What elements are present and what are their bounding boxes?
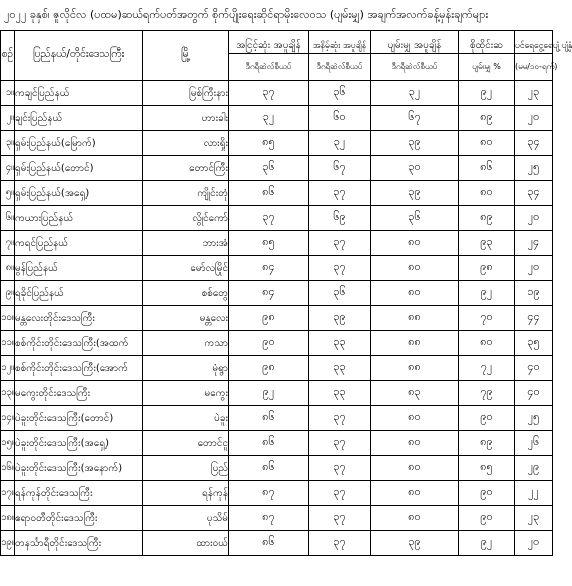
row-region: ရှမ်းပြည်နယ်(မြောက်) xyxy=(15,131,143,156)
unit-humidity: ပျမ်းမျှ % xyxy=(459,54,515,81)
table-row xyxy=(1,281,553,306)
table-row xyxy=(1,206,553,231)
row-region: ချင်းပြည်နယ် xyxy=(15,106,143,131)
header-min-temp: အငြင့်ဆုံး အပူချိန် xyxy=(229,31,309,54)
row-city: ဘားအံ xyxy=(143,231,229,256)
row-evap: ၂၆ xyxy=(515,431,553,456)
row-city: ကျိုင်းတုံ xyxy=(143,181,229,206)
row-min-temp: ၈၅ xyxy=(229,131,309,156)
row-sn: ၈။ xyxy=(1,256,15,281)
row-avg-temp: ၈၀ xyxy=(371,281,459,306)
row-avg-temp: ၃၉ xyxy=(371,181,459,206)
row-min-temp: ၉၈ xyxy=(229,356,309,381)
row-sn: ၇။ xyxy=(1,231,15,256)
row-min-temp: ၉၂ xyxy=(229,381,309,406)
row-max-temp: ၃၂ xyxy=(309,131,371,156)
row-region: စစ်ကိုင်းတိုင်းဒေသကြီး(အထက် xyxy=(15,331,143,356)
row-max-temp: ၃၆ xyxy=(309,281,371,306)
row-evap: ၄၄ xyxy=(515,306,553,331)
row-region: ရန်ကုန်တိုင်းဒေသကြီး xyxy=(15,481,143,506)
row-city: လားရှိုး xyxy=(143,131,229,156)
row-humidity: ၉၃ xyxy=(459,231,515,256)
row-evap: ၂၂ xyxy=(515,481,553,506)
row-avg-temp: ၈၀ xyxy=(371,256,459,281)
header-humidity: စိုထိုင်းဆ xyxy=(459,31,515,54)
row-sn: ၁၁။ xyxy=(1,331,15,356)
row-avg-temp: ၆၇ xyxy=(371,106,459,131)
row-sn: ၁၀။ xyxy=(1,306,15,331)
row-min-temp: ၈၆ xyxy=(229,406,309,431)
row-max-temp: ၃၇ xyxy=(309,231,371,256)
row-sn: ၁၈။ xyxy=(1,506,15,531)
row-max-temp: ၃၃ xyxy=(309,331,371,356)
row-city: တောင်ငူ xyxy=(143,431,229,456)
row-city: ထားဝယ် xyxy=(143,531,229,556)
row-city: ကသာ xyxy=(143,331,229,356)
row-sn: ၁၂။ xyxy=(1,356,15,381)
row-avg-temp: ၈၀ xyxy=(371,481,459,506)
row-avg-temp: ၈၃ xyxy=(371,381,459,406)
table-row xyxy=(1,156,553,181)
row-humidity: ၈၉ xyxy=(459,106,515,131)
header-sn: စဉ် xyxy=(1,31,15,81)
row-region: မန္တလေးတိုင်းဒေသကြီး xyxy=(15,306,143,331)
row-min-temp: ၃၂ xyxy=(229,106,309,131)
page-title: ၂၀၂၂ ခုနှစ်၊ ဇူလိုင်လ (ပထမ)ဆယ်ရက်ပတ်အတွက် စိုက်ပျိုးရေးဆိုင်ရာမိုးလေဝသ (ပျမ်းမျှ) အချက်အလက်ခန့်မှန်းချက်များ xyxy=(4,8,489,21)
row-sn: ၃။ xyxy=(1,131,15,156)
row-sn: ၁၃။ xyxy=(1,381,15,406)
row-avg-temp: ၈၀ xyxy=(371,506,459,531)
table-row xyxy=(1,81,553,106)
row-region: စစ်ကိုင်းတိုင်းဒေသကြီး(အောက် xyxy=(15,356,143,381)
row-city: ရန်ကုန် xyxy=(143,481,229,506)
row-avg-temp: ၈၈ xyxy=(371,356,459,381)
row-min-temp: ၃၇ xyxy=(229,81,309,106)
row-min-temp: ၈၇ xyxy=(229,506,309,531)
table-row xyxy=(1,406,553,431)
row-city: စစ်တွေ xyxy=(143,281,229,306)
unit-max-temp: ဒီဂရီဆဲလ်စီယပ် xyxy=(309,54,371,81)
row-humidity: ၈၉ xyxy=(459,431,515,456)
unit-evap: (မမ/၁၀-ရက်) xyxy=(515,54,553,81)
row-min-temp: ၉၈ xyxy=(229,306,309,331)
row-city: လွိုင်ကော် xyxy=(143,206,229,231)
row-avg-temp: ၈၈ xyxy=(371,331,459,356)
row-min-temp: ၈၄ xyxy=(229,281,309,306)
row-min-temp: ၈၇ xyxy=(229,481,309,506)
header-avg-temp: ပျမ်းမျှ အပူချိန် xyxy=(371,31,459,54)
row-region: ဧရာဝတီတိုင်းဒေသကြီး xyxy=(15,506,143,531)
row-avg-temp: ၈၀ xyxy=(371,406,459,431)
row-max-temp: ၆၇ xyxy=(309,156,371,181)
forecast-table xyxy=(0,30,572,556)
row-humidity: ၈၆ xyxy=(459,156,515,181)
row-evap: ၄၀ xyxy=(515,381,553,406)
header-region: ပြည်နယ်/တိုင်းဒေသကြီး xyxy=(15,31,143,81)
row-avg-temp: ၃၉ xyxy=(371,131,459,156)
table-row xyxy=(1,306,553,331)
row-region: ပဲခူးတိုင်းဒေသကြီး(အရှေ့) xyxy=(15,431,143,456)
row-avg-temp: ၈၀ xyxy=(371,231,459,256)
row-humidity: ၈၅ xyxy=(459,456,515,481)
row-humidity: ၇၀ xyxy=(459,306,515,331)
row-humidity: ၈၀ xyxy=(459,181,515,206)
row-max-temp: ၃၇ xyxy=(309,481,371,506)
table-row xyxy=(1,506,553,531)
row-avg-temp: ၈၀ xyxy=(371,431,459,456)
row-city: မြစ်ကြီးနား xyxy=(143,81,229,106)
row-region: တနင်္သာရီတိုင်းဒေသကြီး xyxy=(15,531,143,556)
row-region: ရခိုင်ပြည်နယ် xyxy=(15,281,143,306)
table-row xyxy=(1,356,553,381)
row-min-temp: ၈၆ xyxy=(229,431,309,456)
row-humidity: ၈၀ xyxy=(459,131,515,156)
row-evap: ၂၃ xyxy=(515,506,553,531)
row-min-temp: ၈၄ xyxy=(229,256,309,281)
row-region: ကရင်ပြည်နယ် xyxy=(15,231,143,256)
row-city: မော်လမြိုင် xyxy=(143,256,229,281)
row-evap: ၃၄ xyxy=(515,181,553,206)
row-humidity: ၉၂ xyxy=(459,81,515,106)
row-humidity: ၈၉ xyxy=(459,206,515,231)
row-city: မုံရွာ xyxy=(143,356,229,381)
table-row xyxy=(1,231,553,256)
row-min-temp: ၃၆ xyxy=(229,156,309,181)
row-city: ဟားခါး xyxy=(143,106,229,131)
row-city: တောင်ကြီး xyxy=(143,156,229,181)
row-humidity: ၉၀ xyxy=(459,406,515,431)
table-row xyxy=(1,481,553,506)
header-max-temp: အနိမ့်ဆုံး အပူချိန် xyxy=(309,31,371,54)
row-humidity: ၇၉ xyxy=(459,381,515,406)
row-sn: ၉။ xyxy=(1,281,15,306)
row-evap: ၂၅ xyxy=(515,156,553,181)
row-evap: ၁၉ xyxy=(515,281,553,306)
row-min-temp: ၈၅ xyxy=(229,231,309,256)
row-avg-temp: ၈၀ xyxy=(371,456,459,481)
row-region: မကွေးတိုင်းဒေသကြီး xyxy=(15,381,143,406)
row-region: ပဲခူးတိုင်းဒေသကြီး(အနောက်) xyxy=(15,456,143,481)
row-max-temp: ၃၇ xyxy=(309,256,371,281)
row-evap: ၂၀ xyxy=(515,206,553,231)
row-sn: ၄။ xyxy=(1,156,15,181)
row-city: ပဲခူး xyxy=(143,406,229,431)
row-humidity: ၉၂ xyxy=(459,531,515,556)
table-row xyxy=(1,456,553,481)
row-avg-temp: ၃၂ xyxy=(371,81,459,106)
row-sn: ၁၉။ xyxy=(1,531,15,556)
row-avg-temp: ၃၀ xyxy=(371,156,459,181)
row-min-temp: ၈၆ xyxy=(229,456,309,481)
row-evap: ၃၅ xyxy=(515,331,553,356)
row-evap: ၂၀ xyxy=(515,256,553,281)
row-max-temp: ၃၇ xyxy=(309,181,371,206)
row-avg-temp: ၃၉ xyxy=(371,531,459,556)
row-max-temp: ၃၇ xyxy=(309,431,371,456)
row-min-temp: ၈၆ xyxy=(229,531,309,556)
row-max-temp: ၆၀ xyxy=(309,106,371,131)
unit-avg-temp: ဒီဂရီဆဲလ်စီယပ် xyxy=(371,54,459,81)
row-city: ပြည် xyxy=(143,456,229,481)
row-evap: ၃၄ xyxy=(515,131,553,156)
row-humidity: ၉၀ xyxy=(459,481,515,506)
row-humidity: ၉၀ xyxy=(459,506,515,531)
row-avg-temp: ၃၆ xyxy=(371,206,459,231)
row-min-temp: ၉၀ xyxy=(229,331,309,356)
row-sn: ၆။ xyxy=(1,206,15,231)
row-max-temp: ၃၆ xyxy=(309,81,371,106)
row-min-temp: ၈၆ xyxy=(229,181,309,206)
row-min-temp: ၃၇ xyxy=(229,206,309,231)
row-city: မန္တလေး xyxy=(143,306,229,331)
header-city: မြို့ xyxy=(143,31,229,81)
table-row xyxy=(1,431,553,456)
table-row xyxy=(1,531,553,556)
table-row xyxy=(1,381,553,406)
row-sn: ၁၄။ xyxy=(1,406,15,431)
row-max-temp: ၃၃ xyxy=(309,356,371,381)
unit-min-temp: ဒီဂရီဆဲလ်စီယပ် xyxy=(229,54,309,81)
row-sn: ၁။ xyxy=(1,81,15,106)
table-row xyxy=(1,131,553,156)
row-max-temp: ၃၃ xyxy=(309,381,371,406)
row-evap: ၂၃ xyxy=(515,81,553,106)
row-region: ပဲခူးတိုင်းဒေသကြီး(တောင်) xyxy=(15,406,143,431)
row-max-temp: ၃၇ xyxy=(309,406,371,431)
row-evap: ၂၉ xyxy=(515,456,553,481)
row-region: ကချင်ပြည်နယ် xyxy=(15,81,143,106)
row-sn: ၁၆။ xyxy=(1,456,15,481)
row-city: ပုသိမ် xyxy=(143,506,229,531)
row-sn: ၂။ xyxy=(1,106,15,131)
row-evap: ၂၀ xyxy=(515,106,553,131)
row-max-temp: ၃၇ xyxy=(309,531,371,556)
row-city: မကွေး xyxy=(143,381,229,406)
row-evap: ၄၀ xyxy=(515,356,553,381)
row-humidity: ၉၈ xyxy=(459,256,515,281)
row-region: ရှမ်းပြည်နယ်(တောင်) xyxy=(15,156,143,181)
header-evap: ပင်ရေငွေ့ရေပျံ့ ပျံ့နှံ xyxy=(515,31,553,54)
table-row xyxy=(1,181,553,206)
row-sn: ၁၅။ xyxy=(1,431,15,456)
row-humidity: ၈၀ xyxy=(459,331,515,356)
row-max-temp: ၃၇ xyxy=(309,506,371,531)
row-region: ကယားပြည်နယ် xyxy=(15,206,143,231)
row-evap: ၂၀ xyxy=(515,531,553,556)
row-max-temp: ၃၇ xyxy=(309,456,371,481)
row-avg-temp: ၈၈ xyxy=(371,306,459,331)
row-humidity: ၉၂ xyxy=(459,281,515,306)
row-sn: ၅။ xyxy=(1,181,15,206)
table-row xyxy=(1,256,553,281)
row-evap: ၂၅ xyxy=(515,406,553,431)
row-humidity: ၇၂ xyxy=(459,356,515,381)
row-evap: ၂၄ xyxy=(515,231,553,256)
table-row xyxy=(1,106,553,131)
row-max-temp: ၃၉ xyxy=(309,306,371,331)
row-max-temp: ၆၉ xyxy=(309,206,371,231)
row-region: မွန်ပြည်နယ် xyxy=(15,256,143,281)
table-row xyxy=(1,331,553,356)
row-sn: ၁၇။ xyxy=(1,481,15,506)
row-region: ရှမ်းပြည်နယ်(အရှေ့) xyxy=(15,181,143,206)
